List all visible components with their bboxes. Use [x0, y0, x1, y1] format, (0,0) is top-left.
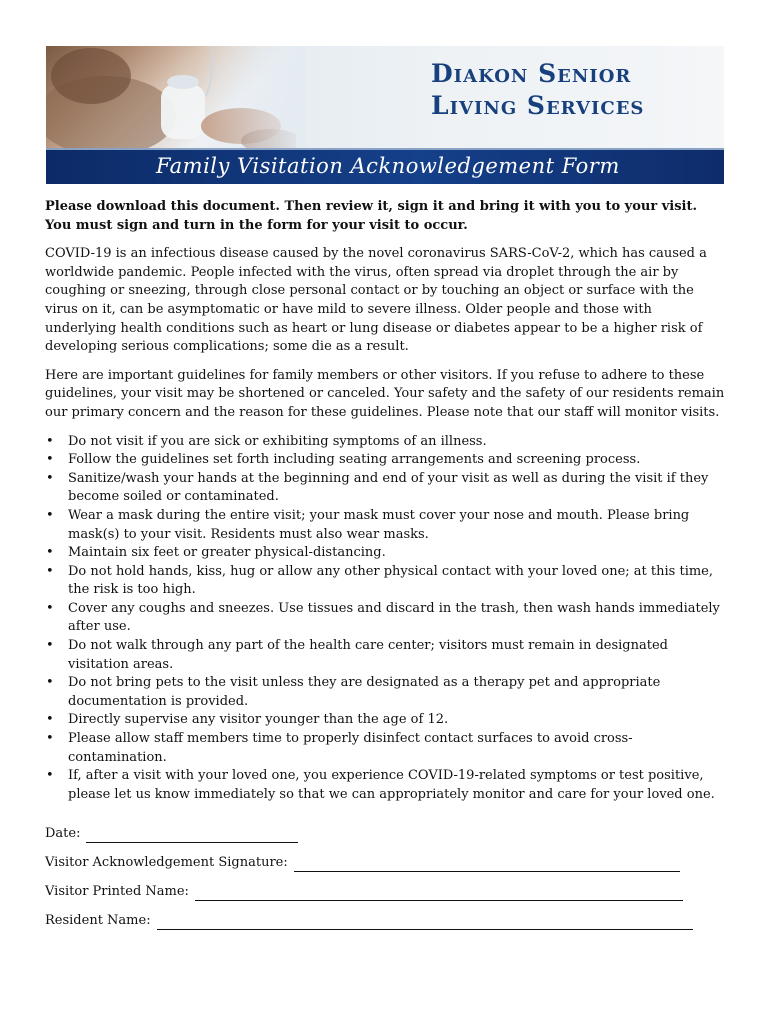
- form-title: Family Visitation Acknowledgement Form: [156, 154, 620, 178]
- resident-name-field-row: [45, 901, 725, 930]
- bullet-icon: •: [46, 507, 54, 523]
- guideline-item: • Do not hold hands, kiss, hug or allow any other physical contact with your loved one; at this time, the risk is too high.: [46, 563, 713, 598]
- bullet-icon: •: [46, 545, 54, 561]
- bullet-icon: •: [46, 600, 54, 616]
- signature-label: Visitor Acknowledgement Signature:: [45, 854, 288, 870]
- resident-name-line[interactable]: [157, 913, 693, 930]
- bullet-icon: •: [46, 731, 54, 747]
- guideline-item: • Sanitize/wash your hands at the beginning and end of your visit as well as during the visit if they become soiled or contaminated.: [46, 470, 709, 505]
- resident-name-label: Resident Name:: [45, 912, 151, 928]
- guideline-list: [45, 433, 725, 805]
- form-title-bar: [46, 148, 724, 184]
- brand-line-1: Diakon Senior: [431, 59, 632, 88]
- guidelines-paragraph: Here are important guidelines for family members or other visitors. If you refuse to adhere to these guidelines, your visit may be shortened or canceled. Your safety and the safety of our residents remain our primary concern and the reason for these guidelines. Please note that our staff will monitor visits.: [45, 367, 725, 420]
- bullet-icon: •: [46, 768, 54, 784]
- guideline-item: • Do not walk through any part of the health care center; visitors must remain in designated visitation areas.: [46, 638, 668, 672]
- guideline-item: • Follow the guidelines set forth including seating arrangements and screening process.: [45, 451, 725, 470]
- bullet-icon: •: [46, 638, 54, 654]
- printed-name-label: Visitor Printed Name:: [45, 883, 189, 899]
- document-body: [45, 198, 725, 930]
- covid-paragraph: COVID-19 is an infectious disease caused by the novel coronavirus SARS-CoV-2, which has caused a worldwide pandemic. People infected with the virus, often spread via droplet through the air by coughing or sneezing, through close personal contact or by touching an object or surface with the virus on it, can be asymptomatic or have mild to severe illness. Older people and those with underlying health conditions such as heart or lung disease or diabetes appear to be a higher risk of developing serious complications; some die as a result.: [45, 246, 707, 355]
- bullet-icon: •: [46, 675, 54, 691]
- guideline-item: • Wear a mask during the entire visit; your mask must cover your nose and mouth. Please bring mask(s) to your visit. Residents must also wear masks.: [46, 507, 690, 542]
- bullet-icon: •: [46, 563, 54, 579]
- guideline-item: • Cover any coughs and sneezes. Use tissues and discard in the trash, then wash hands immediately after use.: [46, 600, 720, 635]
- bullet-icon: •: [46, 470, 54, 486]
- date-label: Date:: [45, 825, 81, 841]
- signature-line[interactable]: [294, 855, 680, 872]
- guideline-item: • If, after a visit with your loved one, you experience COVID-19-related symptoms or test positive, please let us know immediately so that we can appropriately monitor and care for your loved one.: [46, 768, 715, 802]
- guideline-item: • Maintain six feet or greater physical-distancing.: [45, 544, 725, 563]
- bullet-icon: •: [46, 433, 54, 449]
- guideline-item: • Do not visit if you are sick or exhibiting symptoms of an illness.: [45, 433, 725, 452]
- bullet-icon: •: [46, 452, 54, 468]
- printed-name-line[interactable]: [195, 884, 683, 901]
- date-field-row: [45, 814, 725, 843]
- date-line[interactable]: [86, 826, 298, 843]
- bullet-icon: •: [46, 712, 54, 728]
- brand-line-2: Living Services: [431, 91, 645, 120]
- header-banner: [46, 46, 724, 184]
- guideline-item: • Directly supervise any visitor younger than the age of 12.: [45, 711, 725, 730]
- signature-field-row: [45, 843, 725, 872]
- guideline-item: • Please allow staff members time to properly disinfect contact surfaces to avoid cross-contamination.: [46, 731, 633, 765]
- brand-logo-text: [431, 58, 721, 122]
- printed-name-field-row: [45, 872, 725, 901]
- intro-instructions: Please download this document. Then review it, sign it and bring it with you to your visit. You must sign and turn in the form for your visit to occur.: [45, 199, 697, 233]
- guideline-item: • Do not bring pets to the visit unless they are designated as a therapy pet and appropriate documentation is provided.: [46, 675, 661, 709]
- photo-fade: [196, 46, 306, 148]
